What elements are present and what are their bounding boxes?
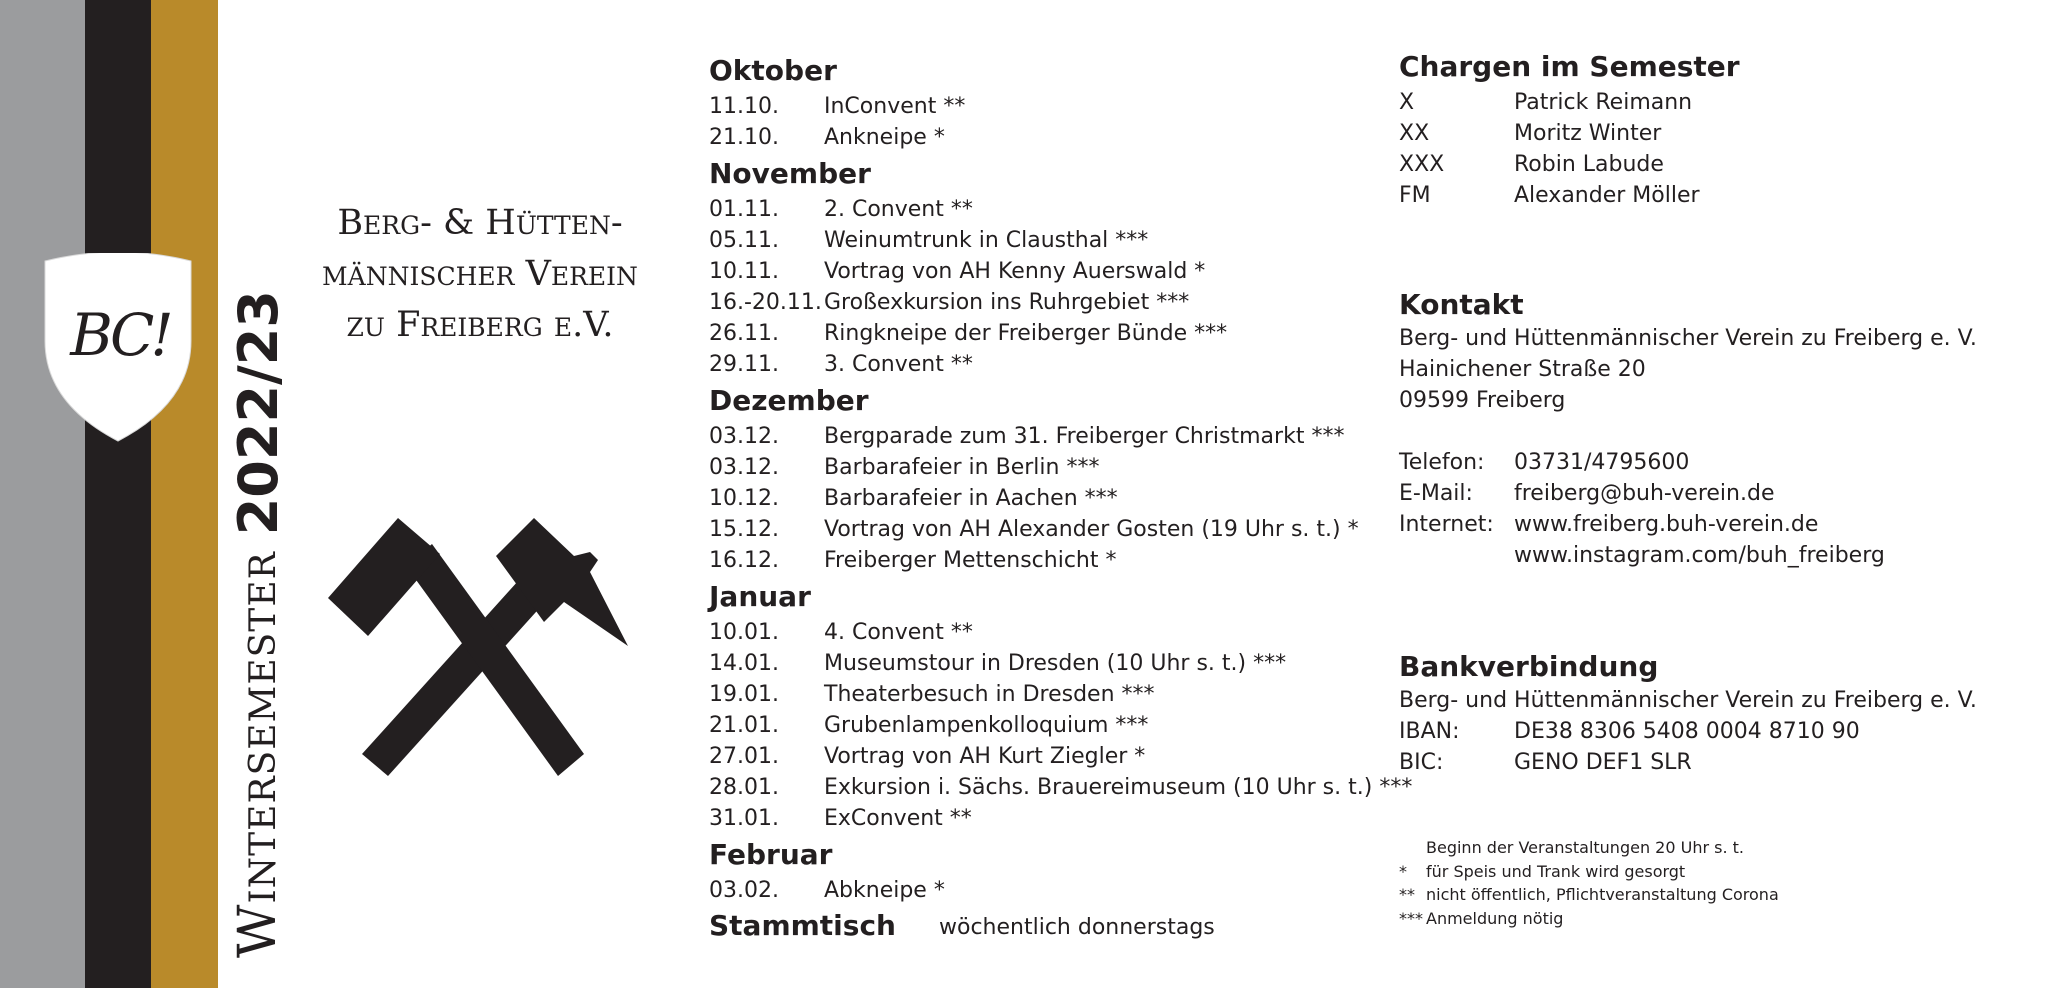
event-date: 26.11. (709, 321, 779, 346)
month-heading: Januar (709, 580, 811, 613)
event-title: Weinumtrunk in Clausthal *** (824, 228, 1149, 253)
charge-name: Alexander Möller (1514, 183, 1700, 208)
stammtisch-value: wöchentlich donnerstags (939, 915, 1215, 940)
kontakt-email-row (1399, 478, 1879, 509)
iban-row (1399, 716, 1879, 747)
event-row (709, 679, 1379, 710)
legend-row (1399, 907, 1899, 931)
legend-row (1399, 860, 1899, 884)
event-title: ExConvent ** (824, 806, 972, 831)
club-name-line: Berg- & Hütten- (337, 203, 623, 243)
legend-note: Beginn der Veranstaltungen 20 Uhr s. t. (1426, 838, 1744, 857)
event-title: Museumstour in Dresden (10 Uhr s. t.) *** (824, 651, 1287, 676)
semester-year: 2022/23 (226, 290, 290, 536)
event-date: 27.01. (709, 744, 779, 769)
charge-row (1399, 149, 1879, 180)
event-title: Barbarafeier in Berlin *** (824, 455, 1100, 480)
charge-role: XXX (1399, 152, 1445, 177)
event-row (709, 514, 1379, 545)
legend-text: Anmeldung nötig (1426, 908, 1564, 928)
semester-label: Wintersemester (228, 551, 288, 958)
kontakt-heading: Kontakt (1399, 288, 1524, 321)
legend-note-row (1399, 836, 1899, 860)
event-date: 03.12. (709, 424, 779, 449)
charge-name: Patrick Reimann (1514, 90, 1693, 115)
event-title: 4. Convent ** (824, 620, 973, 645)
event-date: 05.11. (709, 228, 779, 253)
event-title: Theaterbesuch in Dresden *** (824, 682, 1155, 707)
event-row (709, 483, 1379, 514)
event-row (709, 91, 1379, 122)
event-date: 10.12. (709, 486, 779, 511)
event-title: 2. Convent ** (824, 197, 973, 222)
event-date: 21.10. (709, 125, 779, 150)
charge-name: Robin Labude (1514, 152, 1664, 177)
email-value: freiberg@buh-verein.de (1514, 481, 1775, 506)
bank-heading: Bankverbindung (1399, 650, 1659, 683)
event-row (709, 803, 1379, 834)
event-title: Vortrag von AH Alexander Gosten (19 Uhr s. t.) * (824, 517, 1359, 542)
event-title: Vortrag von AH Kenny Auerswald * (824, 259, 1206, 284)
legend-symbol: *** (1399, 908, 1423, 928)
club-name-line: zu Freiberg e.V. (346, 305, 614, 345)
event-row (709, 256, 1379, 287)
website-value: www.freiberg.buh-verein.de (1514, 512, 1819, 537)
kontakt-street: Hainichener Straße 20 (1399, 357, 1646, 382)
event-date: 11.10. (709, 94, 779, 119)
grey-stripe (0, 0, 85, 988)
event-date: 16.-20.11. (709, 290, 822, 315)
event-title: Großexkursion ins Ruhrgebiet *** (824, 290, 1190, 315)
event-title: Vortrag von AH Kurt Ziegler * (824, 744, 1146, 769)
event-title: Ankneipe * (824, 125, 945, 150)
stammtisch-row (709, 906, 1379, 946)
stammtisch-label: Stammtisch (709, 909, 896, 942)
club-name-line: männischer Verein (322, 254, 638, 294)
event-calendar (709, 50, 1413, 946)
iban-value: DE38 8306 5408 0004 8710 90 (1514, 719, 1860, 744)
kontakt-instagram-row (1399, 540, 1885, 571)
event-title: Grubenlampenkolloquium *** (824, 713, 1149, 738)
black-stripe (85, 0, 151, 988)
event-row (709, 421, 1379, 452)
month-heading: Dezember (709, 384, 869, 417)
legend (1399, 836, 1899, 930)
event-title: Abkneipe * (824, 878, 945, 903)
event-date: 15.12. (709, 517, 779, 542)
event-date: 10.11. (709, 259, 779, 284)
event-title: Barbarafeier in Aachen *** (824, 486, 1118, 511)
bic-label: BIC: (1399, 750, 1444, 775)
bank-org: Berg- und Hüttenmännischer Verein zu Freiberg e. V. (1399, 688, 1977, 713)
charge-row (1399, 87, 1879, 118)
event-date: 21.01. (709, 713, 779, 738)
kontakt-internet-row (1399, 509, 1879, 540)
legend-text: nicht öffentlich, Pflichtveranstaltung Corona (1426, 885, 1779, 904)
event-title: Bergparade zum 31. Freiberger Christmarkt *** (824, 424, 1345, 449)
event-row (709, 772, 1413, 803)
charge-role: FM (1399, 183, 1431, 208)
chargen-heading: Chargen im Semester (1399, 50, 1740, 83)
event-row (709, 545, 1379, 576)
charge-role: XX (1399, 121, 1430, 146)
gold-stripe (151, 0, 218, 988)
iban-label: IBAN: (1399, 719, 1460, 744)
club-name (290, 198, 670, 351)
event-row (709, 194, 1379, 225)
event-date: 31.01. (709, 806, 779, 831)
event-date: 01.11. (709, 197, 779, 222)
event-date: 03.02. (709, 878, 779, 903)
zirkel-logo: BC! (70, 301, 170, 369)
charge-role: X (1399, 90, 1415, 115)
event-row (709, 349, 1379, 380)
charge-name: Moritz Winter (1514, 121, 1662, 146)
event-row (709, 741, 1379, 772)
event-row (709, 225, 1379, 256)
bic-value: GENO DEF1 SLR (1514, 750, 1692, 775)
event-title: Freiberger Mettenschicht * (824, 548, 1117, 573)
month-heading: November (709, 157, 871, 190)
month-heading: Oktober (709, 54, 837, 87)
legend-symbol: * (1399, 861, 1407, 881)
event-date: 28.01. (709, 775, 779, 800)
event-date: 03.12. (709, 455, 779, 480)
phone-label: Telefon: (1399, 450, 1485, 475)
bic-row (1399, 747, 1879, 778)
event-date: 19.01. (709, 682, 779, 707)
month-heading: Februar (709, 838, 833, 871)
event-title: Exkursion i. Sächs. Brauereimuseum (10 Uhr s. t.) *** (824, 775, 1413, 800)
event-title: Ringkneipe der Freiberger Bünde *** (824, 321, 1228, 346)
event-row (709, 452, 1379, 483)
kontakt-city: 09599 Freiberg (1399, 388, 1566, 413)
charge-row (1399, 118, 1879, 149)
email-label: E-Mail: (1399, 481, 1473, 506)
legend-symbol: ** (1399, 885, 1415, 904)
event-row (709, 648, 1379, 679)
event-date: 29.11. (709, 352, 779, 377)
legend-row (1399, 883, 1899, 907)
legend-text: für Speis und Trank wird gesorgt (1426, 861, 1686, 881)
event-row (709, 287, 1379, 318)
event-row (709, 875, 1379, 906)
event-row (709, 710, 1379, 741)
event-date: 10.01. (709, 620, 779, 645)
kontakt-org: Berg- und Hüttenmännischer Verein zu Freiberg e. V. (1399, 326, 1977, 351)
event-date: 14.01. (709, 651, 779, 676)
instagram-value: www.instagram.com/buh_freiberg (1514, 543, 1885, 568)
event-row (709, 617, 1379, 648)
event-date: 16.12. (709, 548, 779, 573)
vertical-title (225, 38, 291, 958)
kontakt-phone-row (1399, 447, 1879, 478)
phone-value: 03731/4795600 (1514, 450, 1690, 475)
event-title: InConvent ** (824, 94, 966, 119)
event-row (709, 318, 1379, 349)
internet-label: Internet: (1399, 512, 1494, 537)
hammer-and-pick-icon (328, 518, 628, 783)
event-row (709, 122, 1379, 153)
charge-row (1399, 180, 1879, 211)
event-title: 3. Convent ** (824, 352, 973, 377)
